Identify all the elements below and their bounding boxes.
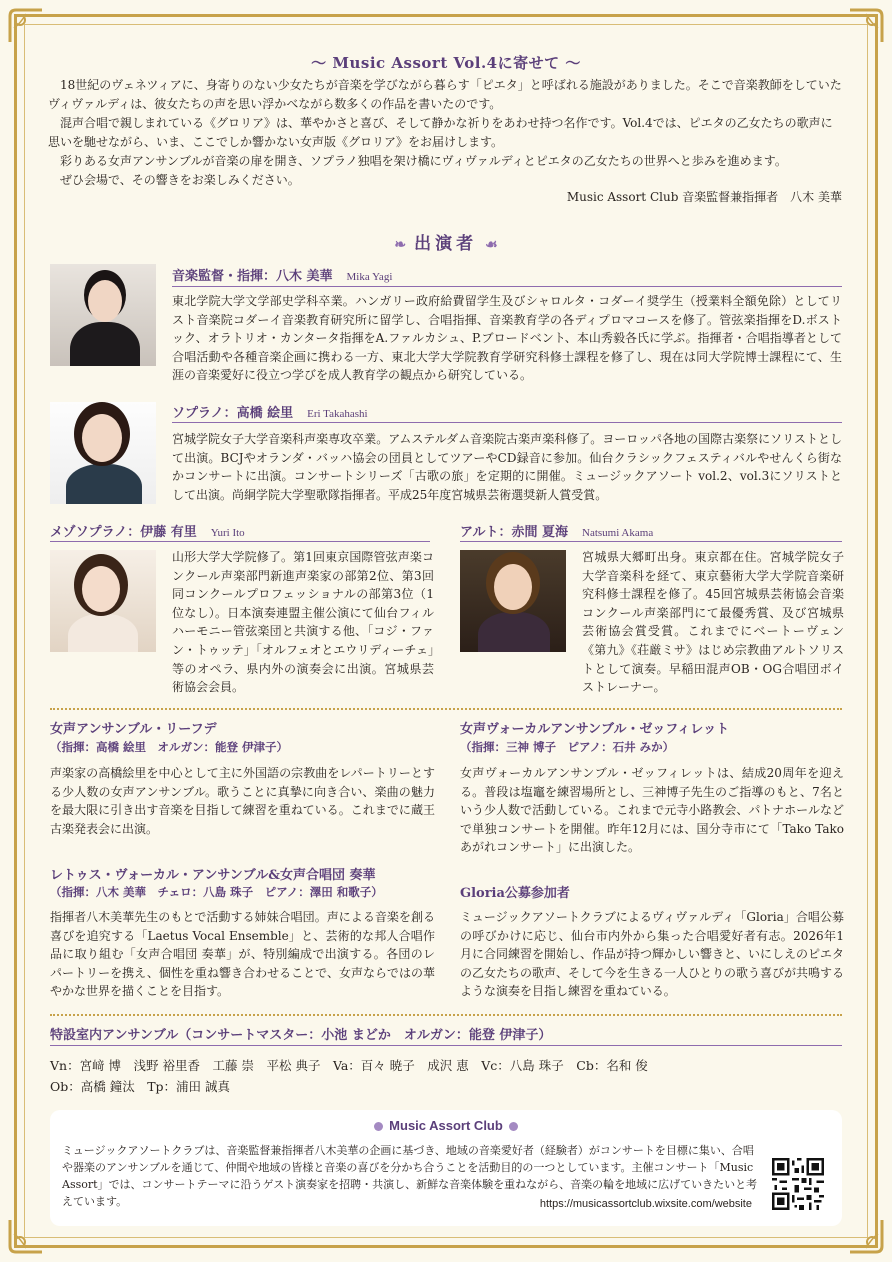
performer-name-en: Mika Yagi xyxy=(346,271,393,283)
ornament-corner-icon xyxy=(6,1216,46,1256)
flourish-icon: ❧ xyxy=(394,237,407,253)
ensemble-title: レトゥス・ヴォーカル・アンサンブル&女声合唱団 奏華 xyxy=(50,868,376,883)
ensemble-subtitle: （指揮：八木 美華 チェロ：八島 珠子 ピアノ：澤田 和歌子） xyxy=(50,885,383,899)
ensemble-text: 女声ヴォーカルアンサンブル・ゼッフィレットは、結成20周年を迎える。普段は塩竈を練習場所とし、三神博子先生のご指導のもと、7名という少人数で活動している。これまで元寺小路教会、パトナホールなどで単独コンサートを開催。昨年12月には、国分寺市にて「Tako Takoあがれコンサート」に出演した。 xyxy=(460,766,844,854)
club-title xyxy=(50,1118,842,1133)
performer-name-en: Eri Takahashi xyxy=(307,408,368,420)
ensemble-title: 女声アンサンブル・リーフデ xyxy=(50,722,217,737)
flourish-icon: ☙ xyxy=(485,237,498,253)
performer-bio: 山形大学大学院修了。第1回東京国際管弦声楽コンクール声楽部門新進声楽家の部第2位、第3回同コンクールプロフェッショナルの部第3位（1位なし）。日本演奏連盟主催公演にて仙台フィルハーモニー管弦楽団と共演する他、「コジ・ファン・トゥッテ」「オルフェオとエウリディーチェ」等のオペラ、県内外の演奏会に出演。宮城県芸術協会会員。 xyxy=(172,550,434,695)
portrait-photo xyxy=(50,402,156,504)
bullet-dot-icon xyxy=(374,1122,383,1131)
performer-role: ソプラノ：高橋 絵里 xyxy=(172,406,294,421)
underline xyxy=(50,1045,842,1046)
portrait-photo xyxy=(460,550,566,652)
orchestra-members: Vn：宮﨑 博 浅野 裕里香 工藤 崇 平松 典子 Va：百々 暁子 成沢 恵 Vc：八島 珠子 Cb：名和 俊 xyxy=(50,1058,648,1073)
performer-title xyxy=(172,402,368,421)
portrait-photo xyxy=(50,264,156,366)
orchestra-title: 特設室内アンサンブル（コンサートマスター：小池 まどか オルガン：能登 伊津子） xyxy=(50,1028,552,1043)
ornament-corner-icon xyxy=(6,6,46,46)
ensemble-subtitle: （指揮：高橋 絵里 オルガン：能登 伊津子） xyxy=(50,740,289,754)
qr-code-icon[interactable] xyxy=(772,1158,824,1210)
ornament-corner-icon xyxy=(846,1216,886,1256)
performer-bio: 宮城県大郷町出身。東京都在住。宮城学院女子大学音楽科を経て、東京藝術大学大学院音楽研究科修士課程を修了。45回宮城県芸術協会音楽コンクール声楽部門にて最優秀賞、及び宮城県芸術協会賞受賞。これまでにベートーヴェン《第九》《荘厳ミサ》はじめ宗教曲アルトソリストとして演奏。早稲田混声OB・OG合唱団ボイストレーナー。 xyxy=(582,550,844,695)
underline xyxy=(50,541,430,542)
club-website-link[interactable]: https://musicassortclub.wixsite.com/website xyxy=(539,1198,752,1210)
ensemble-text: ミュージックアソートクラブによるヴィヴァルディ「Gloria」合唱公募の呼びかけに応じ、仙台市内外から集った合唱愛好者有志。2026年1月に合同練習を開始し、作品が持つ輝かしい響きと、いにしえのピエタの乙女たちの歌声、そして今を生きる一人ひとりの歌う喜びが共鳴するような演奏を目指し練習を重ねている。 xyxy=(460,910,845,998)
intro-title: 〜 Music Assort Vol.4に寄せて 〜 xyxy=(311,54,581,72)
ornament-corner-icon xyxy=(846,6,886,46)
ensemble-subtitle: （指揮：三神 博子 ピアノ：石井 みか） xyxy=(460,740,675,754)
underline xyxy=(172,286,842,287)
intro-paragraph: ぜひ会場で、その響きをお楽しみください。 xyxy=(60,173,300,187)
performer-bio: 宮城学院女子大学音楽科声楽専攻卒業。アムステルダム音楽院古楽声楽科修了。ヨーロッパ各地の国際古楽祭にソリストとして出演。BCJやオランダ・バッハ協会の団員としてツアーやCD録音に参加。仙台クラシックフェスティバルやせんくら街なかコンサートに出演。コンサートシリーズ「古歌の旅」を定期的に開催。ミュージックアソート vol.2、vol.3にソリストとして出演。尚絅学院大学聖歌隊指揮者。平成25年度宮城県芸術選奨新人賞受賞。 xyxy=(172,432,842,502)
cast-title: 出演者 xyxy=(414,234,478,254)
performer-name-en: Yuri Ito xyxy=(210,527,245,539)
section-divider xyxy=(50,1014,842,1016)
club-info-box xyxy=(50,1110,842,1226)
orchestra-members: Ob：高橋 鐘汰 Tp：浦田 誠真 xyxy=(50,1079,231,1094)
club-description: ミュージックアソートクラブは、音楽監督兼指揮者八木美華の企画に基づき、地域の音楽愛好者（経験者）がコンサートを目標に集い、合唱や器楽のアンサンブルを通じて、仲間や地域の皆様と音楽の喜びを分かち合うことを活動目的の一つとしています。主催コンサート「Music Assort」では、コンサートテーマに沿うゲスト演奏家を招聘・共演し、新鮮な音楽体験を重ねながら、音楽の輪を地域に広げていきたいと考えています。 xyxy=(62,1144,758,1208)
intro-paragraph: 混声合唱で親しまれている《グロリア》は、華やかさと喜び、そして静かな祈りをあわせ持つ名作です。Vol.4では、ピエタの乙女たちの歌声に思いを馳せながら、いま、ここでしか響かない女声版《グロリア》をお届けします。 xyxy=(48,116,833,149)
performer-bio: 東北学院大学文学部史学科卒業。ハンガリー政府給費留学生及びシャロルタ・コダーイ奨学生（授業料全額免除）としてリスト音楽院コダーイ音楽教育研究所に留学し、合唱指揮、音楽教育学の各ディプロマコースを修了。管弦楽指揮をD.ボストック、オラトリオ・カンタータ指揮をA.ファルカシュ、P.ブロードベント、本山秀毅各氏に学ぶ。指揮者・合唱指導者として合唱活動や各種音楽企画に携わる一方、東北大学大学院教育学研究科修士課程を修了し、現在は同大学院博士課程にて、生涯の音楽愛好に役立つ学びを成人教育学の観点から研究している。 xyxy=(172,294,842,382)
intro-text xyxy=(48,76,844,190)
performer-title xyxy=(50,521,245,540)
performer-name-en: Natsumi Akama xyxy=(582,527,654,539)
underline xyxy=(460,541,842,542)
ensemble-title: Gloria公募参加者 xyxy=(460,886,570,901)
performer-role: アルト：赤間 夏海 xyxy=(460,525,569,540)
ensemble-text: 声楽家の高橋絵里を中心として主に外国語の宗教曲をレパートリーとする少人数の女声アンサンブル。歌うことに真摯に向き合い、楽曲の魅力を最大限に引き出す音楽を目指して練習を重ねている。これまでに蔵王古楽発表会に出演。 xyxy=(50,766,435,836)
performer-title xyxy=(460,521,653,540)
performer-title xyxy=(172,265,392,284)
ensemble-text: 指揮者八木美華先生のもとで活動する姉妹合唱団。声による音楽を創る喜びを追究する「Laetus Vocal Ensemble」と、芸術的な邦人合唱作品に取り組む「女声合唱団 奏華」が、特別編成で出演する。各団のレパートリーを携え、個性を重ね響き合わせることで、女声ならではの華やかな世界を描くことを目指す。 xyxy=(50,910,435,998)
intro-paragraph: 18世紀のヴェネツィアに、身寄りのない少女たちが音楽を学びながら暮らす「ピエタ」と呼ばれる施設がありました。そこで音楽教師をしていたヴィヴァルディは、彼女たちの声を思い浮かべながら数多くの作品を書いたのです。 xyxy=(48,78,842,111)
portrait-photo xyxy=(50,550,156,652)
ensemble-title: 女声ヴォーカルアンサンブル・ゼッフィレット xyxy=(460,722,730,737)
section-divider xyxy=(50,708,842,710)
performer-role: 音楽監督・指揮：八木 美華 xyxy=(172,269,333,284)
intro-paragraph: 彩りある女声アンサンブルが音楽の扉を開き、ソプラノ独唱を架け橋にヴィヴァルディとピエタの乙女たちの世界へと歩みを進めます。 xyxy=(60,154,787,168)
club-title-text: Music Assort Club xyxy=(389,1118,503,1133)
performer-role: メゾソプラノ：伊藤 有里 xyxy=(50,525,197,540)
underline xyxy=(172,422,842,423)
intro-signature: Music Assort Club 音楽監督兼指揮者 八木 美華 xyxy=(566,190,842,204)
cast-heading xyxy=(0,229,892,254)
bullet-dot-icon xyxy=(509,1122,518,1131)
